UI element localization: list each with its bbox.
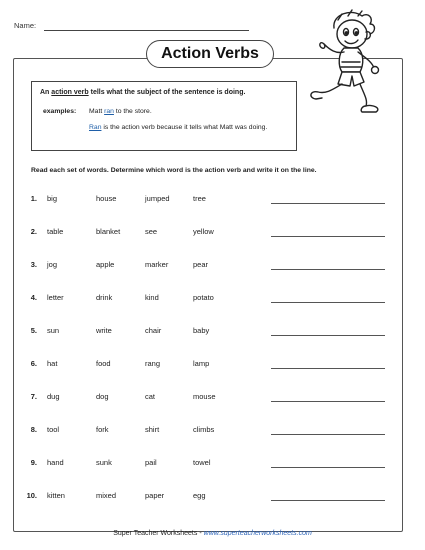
answer-line[interactable] [271, 368, 385, 369]
word-option: big [47, 194, 58, 203]
definition-prefix: An [40, 89, 50, 96]
word-row [0, 293, 425, 307]
answer-line[interactable] [271, 335, 385, 336]
row-number: 1. [30, 194, 37, 203]
word-option: tree [193, 194, 206, 203]
word-option: dug [47, 392, 60, 401]
word-option: blanket [96, 227, 121, 236]
word-option: lamp [193, 359, 210, 368]
name-label: Name: [14, 21, 37, 30]
word-row [0, 491, 425, 505]
footer-separator: - [199, 530, 202, 537]
word-option: kitten [47, 491, 65, 500]
word-option: see [145, 227, 158, 236]
word-row [0, 359, 425, 373]
example-after: to the store. [115, 108, 152, 115]
example-sentence [89, 108, 152, 115]
word-option: marker [145, 260, 169, 269]
worksheet-title [146, 40, 274, 68]
row-number: 5. [30, 326, 37, 335]
word-option: mouse [193, 392, 216, 401]
word-option: potato [193, 293, 214, 302]
word-option: yellow [193, 227, 214, 236]
answer-line[interactable] [271, 203, 385, 204]
word-option: dog [96, 392, 109, 401]
answer-line[interactable] [271, 500, 385, 501]
word-option: egg [193, 491, 206, 500]
word-row [0, 227, 425, 241]
word-row [0, 260, 425, 274]
row-number: 9. [30, 458, 37, 467]
example-before: Matt [89, 108, 103, 115]
definition-suffix: tells what the subject of the sentence is doing. [90, 89, 246, 96]
answer-line[interactable] [271, 302, 385, 303]
word-option: jumped [145, 194, 170, 203]
answer-line[interactable] [271, 236, 385, 237]
row-number: 10. [26, 491, 37, 500]
definition-text [40, 89, 245, 96]
word-option: drink [96, 293, 113, 302]
word-row [0, 392, 425, 406]
word-option: table [47, 227, 64, 236]
answer-line[interactable] [271, 401, 385, 402]
footer [0, 530, 425, 537]
explanation-rest: is the action verb because it tells what Matt was doing. [103, 124, 268, 131]
word-option: mixed [96, 491, 117, 500]
footer-brand: Super Teacher Worksheets [113, 530, 198, 537]
word-option: fork [96, 425, 109, 434]
example-explanation [89, 123, 274, 134]
word-option: house [96, 194, 117, 203]
word-option: sun [47, 326, 60, 335]
instructions: Read each set of words. Determine which word is the action verb and write it on the line. [31, 167, 317, 174]
row-number: 7. [30, 392, 37, 401]
answer-line[interactable] [271, 434, 385, 435]
word-row [0, 194, 425, 208]
name-write-line[interactable] [44, 30, 249, 31]
word-option: pear [193, 260, 209, 269]
word-option: cat [145, 392, 156, 401]
title-text: Action Verbs [161, 45, 259, 62]
word-option: jog [47, 260, 58, 269]
answer-line[interactable] [271, 269, 385, 270]
example-verb: ran [104, 108, 114, 115]
word-row [0, 425, 425, 439]
word-option: food [96, 359, 111, 368]
examples-label: examples: [43, 108, 77, 115]
word-option: rang [145, 359, 161, 368]
word-option: towel [193, 458, 211, 467]
word-option: paper [145, 491, 165, 500]
row-number: 3. [30, 260, 37, 269]
word-option: sunk [96, 458, 112, 467]
explanation-verb: Ran [89, 124, 102, 131]
word-option: tool [47, 425, 60, 434]
word-option: apple [96, 260, 115, 269]
definition-term: action verb [51, 89, 89, 96]
row-number: 8. [30, 425, 37, 434]
word-option: hand [47, 458, 64, 467]
answer-line[interactable] [271, 467, 385, 468]
word-option: write [96, 326, 112, 335]
word-option: climbs [193, 425, 215, 434]
word-option: baby [193, 326, 210, 335]
word-option: chair [145, 326, 162, 335]
word-option: pail [145, 458, 157, 467]
word-option: kind [145, 293, 159, 302]
word-row [0, 326, 425, 340]
word-option: letter [47, 293, 64, 302]
row-number: 6. [30, 359, 37, 368]
word-option: shirt [145, 425, 160, 434]
row-number: 4. [30, 293, 37, 302]
running-boy-illustration [302, 6, 402, 118]
footer-url[interactable]: www.superteacherworksheets.com [203, 530, 312, 537]
word-option: hat [47, 359, 58, 368]
word-row [0, 458, 425, 472]
row-number: 2. [30, 227, 37, 236]
